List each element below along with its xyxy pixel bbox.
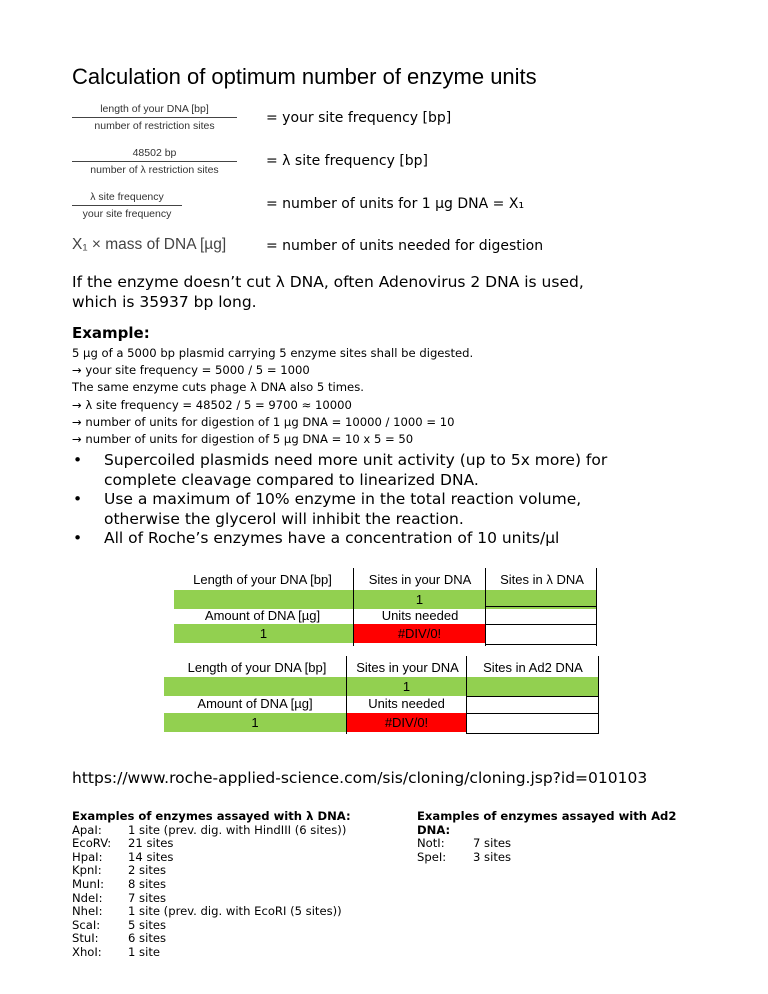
ad2-ref-sites-header: Sites in Ad2 DNA	[483, 660, 583, 675]
lambda-length-header: Length of your DNA [bp]	[193, 572, 332, 587]
ad2-units-output: #DIV/0!	[347, 713, 466, 732]
list-item	[72, 851, 351, 865]
enzyme-sites: 8 sites	[128, 876, 167, 891]
enzyme-name: KpnI:	[72, 863, 102, 878]
lambda-sites-input[interactable]: 1	[354, 590, 485, 609]
enzyme-name: NdeI:	[72, 890, 103, 905]
list-item	[72, 451, 632, 490]
enzyme-name: ApaI:	[72, 822, 102, 837]
enzyme-sites: 7 sites	[128, 890, 167, 905]
list-item	[72, 490, 632, 529]
enzyme-sites: 14 sites	[128, 849, 174, 864]
ad2-examples-heading-cont: DNA:	[417, 822, 451, 837]
enzyme-sites: 1 site (prev. dig. with HindIII (6 sites))	[128, 822, 347, 837]
formula-2-denominator: number of λ restriction sites	[90, 164, 219, 176]
enzyme-sites: 7 sites	[473, 836, 512, 851]
table-empty-cell	[467, 713, 598, 734]
table-divider	[467, 696, 598, 697]
example-line: → your site frequency = 5000 / 5 = 1000	[72, 363, 310, 378]
list-item	[72, 905, 351, 919]
enzyme-name: MunI:	[72, 876, 105, 891]
example-line: 5 µg of a 5000 bp plasmid carrying 5 enzyme sites shall be digested.	[72, 346, 474, 360]
lambda-examples-heading: Examples of enzymes assayed with λ DNA:	[72, 809, 351, 823]
ad2-sites-header: Sites in your DNA	[356, 660, 459, 675]
enzyme-name: ScaI:	[72, 917, 101, 932]
list-item	[72, 837, 351, 851]
ad2-examples-heading: Examples of enzymes assayed with Ad2	[417, 809, 677, 823]
list-item	[72, 529, 632, 549]
page-title: Calculation of optimum number of enzyme units	[72, 64, 537, 89]
enzyme-name: XhoI:	[72, 944, 102, 959]
lambda-ref-sites-header: Sites in λ DNA	[500, 572, 584, 587]
example-line: → λ site frequency = 48502 / 5 = 9700 ≈ 10000	[72, 397, 352, 412]
ad2-amount-input[interactable]: 1	[164, 713, 346, 732]
enzyme-sites: 1 site	[128, 944, 161, 959]
enzyme-sites: 3 sites	[473, 849, 512, 864]
list-item	[72, 864, 351, 878]
enzyme-name: EcoRV:	[72, 836, 112, 851]
formula-2-fraction	[72, 147, 237, 176]
list-item	[72, 824, 351, 838]
formula-1-denominator: number of restriction sites	[94, 120, 215, 132]
enzyme-name: HpaI:	[72, 849, 103, 864]
formula-3-result: = number of units for 1 µg DNA = X₁	[266, 196, 525, 212]
enzyme-name: NheI:	[72, 904, 103, 919]
lambda-units-header: Units needed	[381, 608, 459, 623]
enzyme-name: StuI:	[72, 931, 99, 946]
formula-1-result: = your site frequency [bp]	[266, 110, 452, 126]
table-divider	[596, 568, 597, 646]
bullet-text: All of Roche’s enzymes have a concentration of 10 units/µl	[104, 529, 560, 548]
example-line: → number of units for digestion of 1 µg DNA = 10000 / 1000 = 10	[72, 414, 455, 429]
lambda-enzyme-examples	[72, 810, 351, 960]
ad2-length-header: Length of your DNA [bp]	[187, 660, 327, 675]
list-item	[417, 837, 676, 851]
x1-result: = number of units needed for digestion	[266, 238, 544, 254]
notes-list	[72, 451, 632, 549]
list-item	[72, 946, 351, 960]
enzyme-sites: 21 sites	[128, 836, 174, 851]
table-empty-cell	[486, 624, 596, 645]
bullet-icon: •	[73, 451, 83, 469]
list-item	[417, 851, 676, 865]
table-divider	[486, 606, 596, 607]
bullet-icon: •	[73, 490, 83, 509]
enzyme-name: SpeI:	[417, 849, 447, 864]
list-item	[72, 932, 351, 946]
example-heading: Example:	[72, 324, 150, 342]
enzyme-sites: 5 sites	[128, 917, 167, 932]
bullet-text: Supercoiled plasmids need more unit activity (up to 5x more) for complete cleavage compared to linearized DNA.	[104, 451, 608, 489]
enzyme-sites: 2 sites	[128, 863, 167, 878]
example-line: → number of units for digestion of 5 µg DNA = 10 x 5 = 50	[72, 432, 414, 447]
reference-link[interactable]: https://www.roche-applied-science.com/sis/cloning/cloning.jsp?id=010103	[72, 769, 648, 787]
formula-3-fraction	[72, 191, 182, 220]
lambda-units-output: #DIV/0!	[354, 624, 485, 643]
table-divider	[598, 656, 599, 734]
example-line: The same enzyme cuts phage λ DNA also 5 times.	[72, 380, 364, 395]
x1-expression: X₁ × mass of DNA [µg]	[72, 236, 227, 253]
ad2-enzyme-examples	[417, 810, 676, 864]
enzyme-name: NotI:	[417, 836, 445, 851]
ad2-units-header: Units needed	[368, 696, 445, 711]
list-item	[72, 878, 351, 892]
formula-2-numerator: 48502 bp	[72, 147, 237, 162]
ad2-sites-input[interactable]: 1	[347, 677, 466, 696]
lambda-amount-input[interactable]: 1	[174, 624, 353, 643]
ad2-amount-header: Amount of DNA [µg]	[197, 696, 313, 711]
enzyme-sites: 1 site (prev. dig. with EcoRI (5 sites))	[128, 904, 342, 919]
formula-2-result: = λ site frequency [bp]	[266, 153, 429, 169]
lambda-sites-header: Sites in your DNA	[368, 572, 472, 587]
ad2-ref-sites-input[interactable]	[467, 677, 598, 696]
formula-1-numerator: length of your DNA [bp]	[72, 103, 237, 118]
example-lines	[72, 345, 473, 448]
list-item	[72, 919, 351, 933]
list-item	[72, 892, 351, 906]
formula-3-numerator: λ site frequency	[72, 191, 182, 206]
enzyme-sites: 6 sites	[128, 931, 167, 946]
formula-3-denominator: your site frequency	[82, 208, 172, 220]
adenovirus-note: If the enzyme doesn’t cut λ DNA, often Adenovirus 2 DNA is used, which is 35937 bp long.	[72, 273, 584, 311]
bullet-text: Use a maximum of 10% enzyme in the total reaction volume, otherwise the glycerol will inhibit the reaction.	[104, 490, 582, 528]
lambda-amount-header: Amount of DNA [µg]	[204, 608, 321, 623]
bullet-icon: •	[73, 529, 83, 548]
formula-1-fraction	[72, 103, 237, 132]
